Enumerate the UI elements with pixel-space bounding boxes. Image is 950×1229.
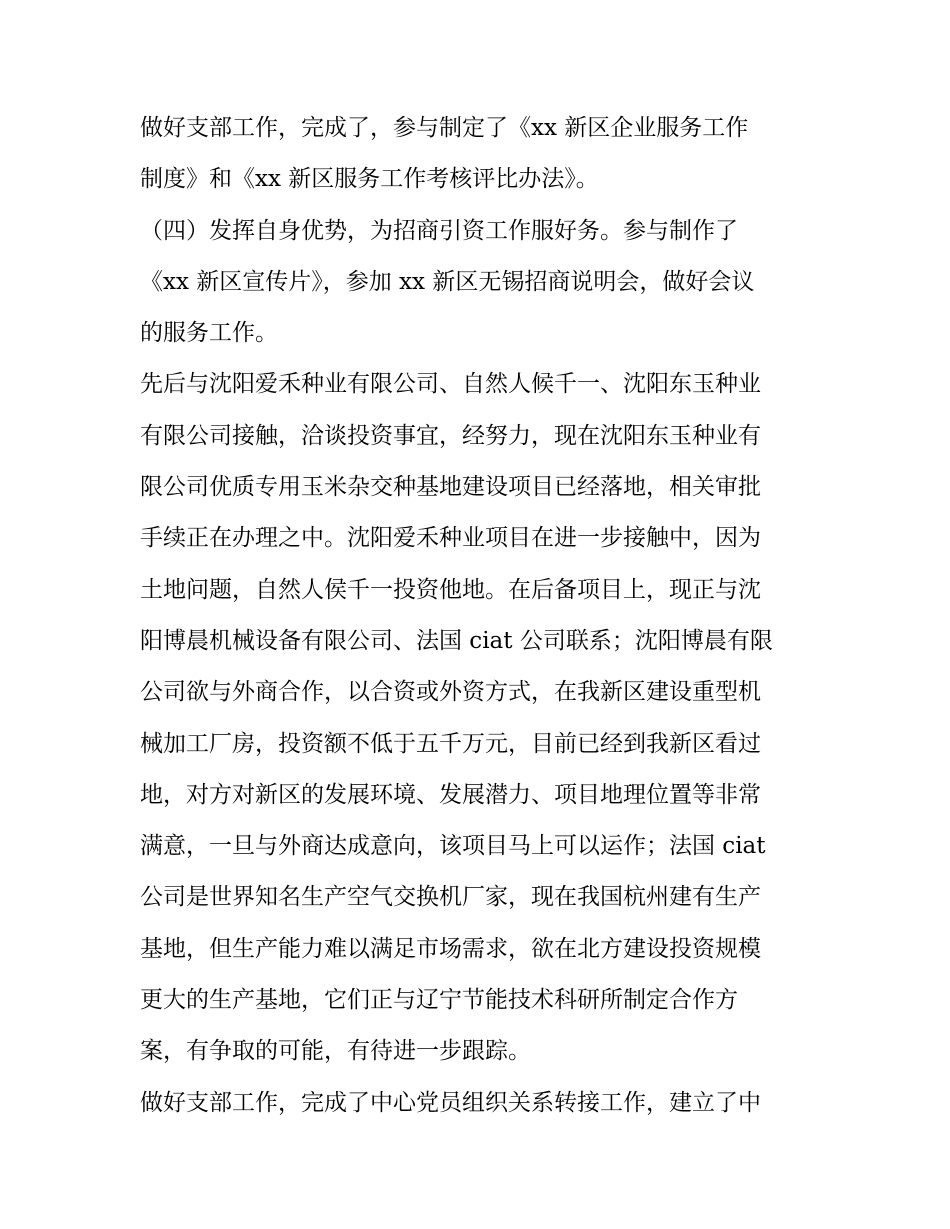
text-line: 手续正在办理之中。沈阳爱禾种业项目在进一步接触中，因为 bbox=[140, 525, 761, 552]
text-line: 械加工厂房，投资额不低于五千万元，目前已经到我新区看过 bbox=[140, 730, 761, 757]
document-body bbox=[140, 103, 820, 1129]
text-line: 做好支部工作，完成了，参与制定了《xx 新区企业服务工作 bbox=[140, 115, 749, 141]
text-line: 的服务工作。 bbox=[140, 320, 278, 347]
text-line: 案，有争取的可能，有待进一步跟踪。 bbox=[140, 1038, 531, 1065]
text-line: 阳博晨机械设备有限公司、法国 ciat 公司联系；沈阳博晨有限 bbox=[140, 627, 773, 654]
text-line: 做好支部工作，完成了中心党员组织关系转接工作，建立了中 bbox=[140, 1089, 761, 1116]
text-line: （四）发挥自身优势，为招商引资工作服好务。参与制作了 bbox=[140, 217, 738, 244]
text-line: 制度》和《xx 新区服务工作考核评比办法》。 bbox=[140, 166, 599, 193]
text-line: 土地问题，自然人侯千一投资他地。在后备项目上，现正与沈 bbox=[140, 576, 761, 603]
text-line: 限公司优质专用玉米杂交种基地建设项目已经落地，相关审批 bbox=[140, 474, 761, 501]
text-line: 公司欲与外商合作，以合资或外资方式，在我新区建设重型机 bbox=[140, 679, 761, 706]
text-line: 《xx 新区宣传片》，参加 xx 新区无锡招商说明会，做好会议 bbox=[140, 268, 755, 295]
text-line: 公司是世界知名生产空气交换机厂家，现在我国杭州建有生产 bbox=[140, 884, 761, 911]
text-line: 有限公司接触，洽谈投资事宜，经努力，现在沈阳东玉种业有 bbox=[140, 422, 761, 449]
text-line: 先后与沈阳爱禾种业有限公司、自然人候千一、沈阳东玉种业 bbox=[140, 371, 761, 398]
text-line: 地，对方对新区的发展环境、发展潜力、项目地理位置等非常 bbox=[140, 781, 761, 808]
text-line: 基地，但生产能力难以满足市场需求，欲在北方建设投资规模 bbox=[140, 935, 761, 962]
text-line: 满意，一旦与外商达成意向，该项目马上可以运作；法国 ciat bbox=[140, 833, 766, 860]
text-line: 更大的生产基地，它们正与辽宁节能技术科研所制定合作方 bbox=[140, 987, 738, 1014]
